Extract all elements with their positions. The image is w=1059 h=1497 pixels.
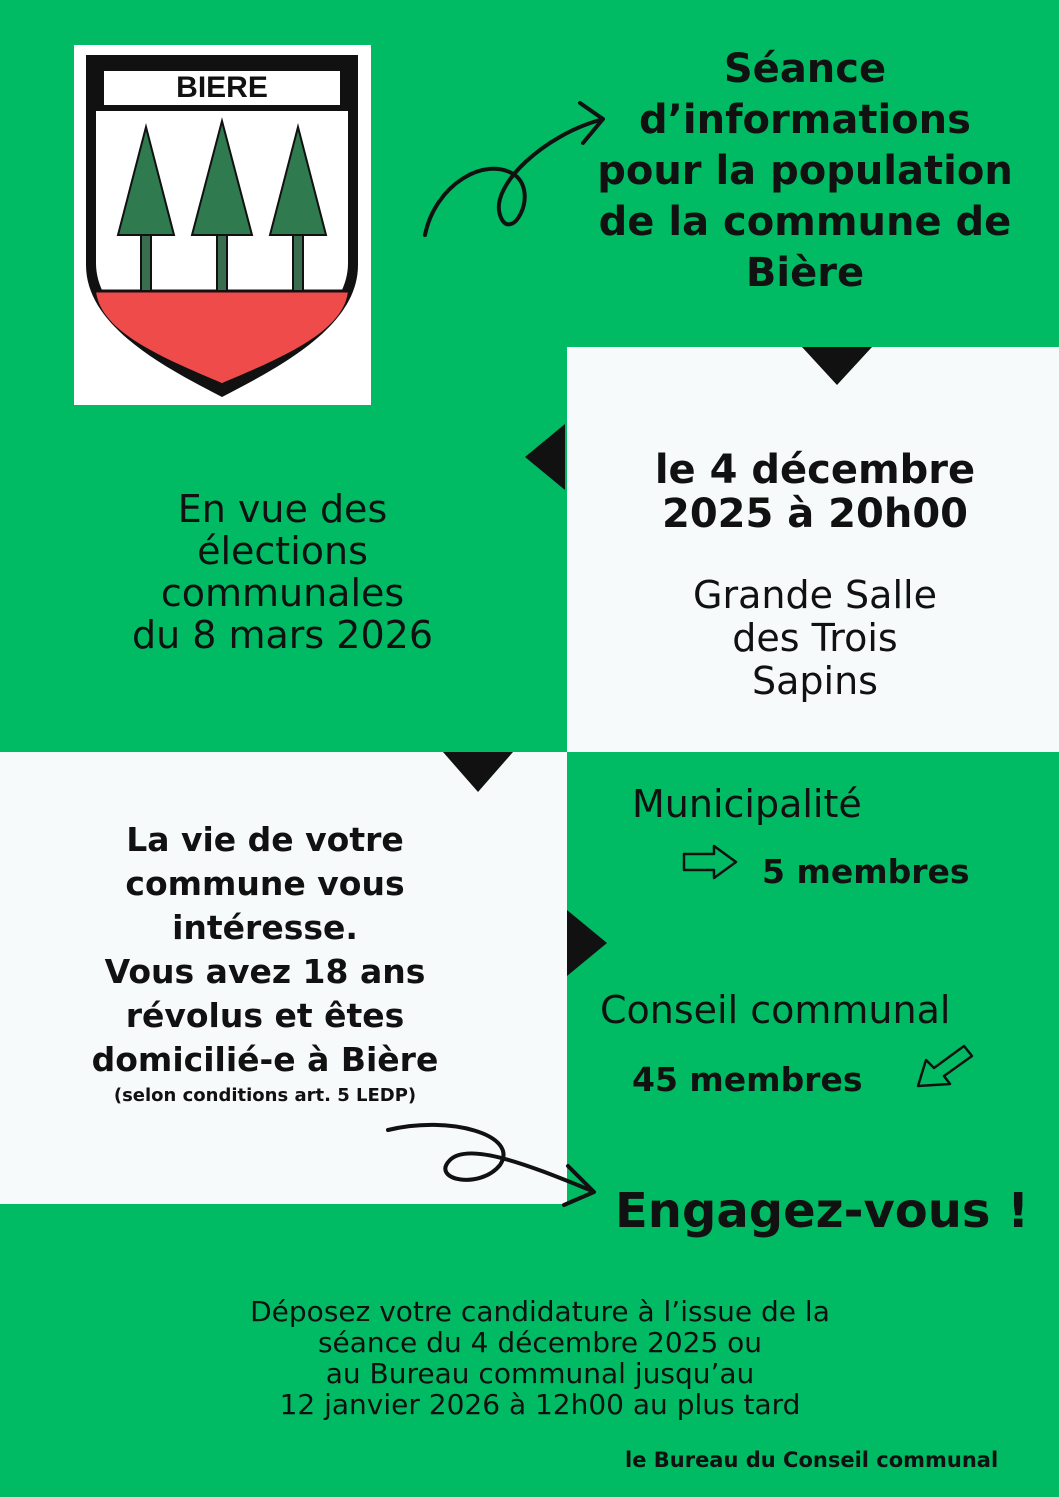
eligibility-note: (selon conditions art. 5 LEDP) — [113, 1085, 417, 1106]
triangle-right-icon — [567, 910, 607, 976]
event-date-line: le 4 décembre — [654, 447, 976, 493]
triangle-left-icon — [525, 424, 565, 490]
conseil-members: 45 membres — [632, 1060, 863, 1099]
signature: le Bureau du Conseil communal — [625, 1448, 999, 1472]
triangle-down-icon — [443, 752, 513, 792]
elections-line: élections — [197, 529, 368, 573]
cta-instructions — [130, 1296, 950, 1420]
event-venue — [600, 574, 1030, 703]
event-date — [600, 448, 1030, 536]
elections-line: du 8 mars 2026 — [131, 613, 434, 657]
elections-info — [70, 488, 495, 656]
municipalite-members: 5 membres — [762, 852, 970, 891]
triangle-down-icon — [802, 347, 872, 385]
eligibility-line: intéresse. — [172, 908, 358, 947]
cta-headline: Engagez-vous ! — [615, 1183, 1030, 1239]
crest-banner-text: BIERE — [176, 71, 268, 104]
instruction-line: séance du 4 décembre 2025 ou — [317, 1326, 763, 1359]
title-line: de la commune de — [598, 199, 1012, 245]
title-line: Séance — [723, 46, 887, 92]
instruction-line: Déposez votre candidature à l’issue de la — [250, 1295, 830, 1328]
title-line: pour la population — [597, 148, 1013, 194]
title-line: Bière — [745, 250, 865, 296]
arrow-down-left-icon — [912, 1040, 974, 1090]
venue-line: Grande Salle — [693, 573, 937, 617]
curly-arrow-icon — [380, 1110, 610, 1210]
eligibility-line: La vie de votre — [126, 820, 404, 859]
page-title — [580, 44, 1030, 299]
eligibility-line: révolus et êtes — [125, 996, 405, 1035]
elections-line: communales — [160, 571, 405, 615]
eligibility-line: domicilié-e à Bière — [91, 1040, 439, 1079]
municipalite-label: Municipalité — [632, 782, 862, 826]
venue-line: Sapins — [752, 659, 878, 703]
instruction-line: 12 janvier 2026 à 12h00 au plus tard — [279, 1388, 801, 1421]
conseil-label: Conseil communal — [600, 988, 951, 1032]
event-date-line: 2025 à 20h00 — [662, 491, 968, 537]
arrow-right-icon — [680, 842, 740, 882]
crest-logo — [74, 45, 371, 405]
elections-line: En vue des — [177, 487, 388, 531]
venue-line: des Trois — [732, 616, 898, 660]
title-line: d’informations — [639, 97, 971, 143]
eligibility-text — [40, 818, 490, 1082]
eligibility-line: Vous avez 18 ans — [104, 952, 426, 991]
eligibility-line: commune vous — [125, 864, 405, 903]
instruction-line: au Bureau communal jusqu’au — [325, 1357, 755, 1390]
